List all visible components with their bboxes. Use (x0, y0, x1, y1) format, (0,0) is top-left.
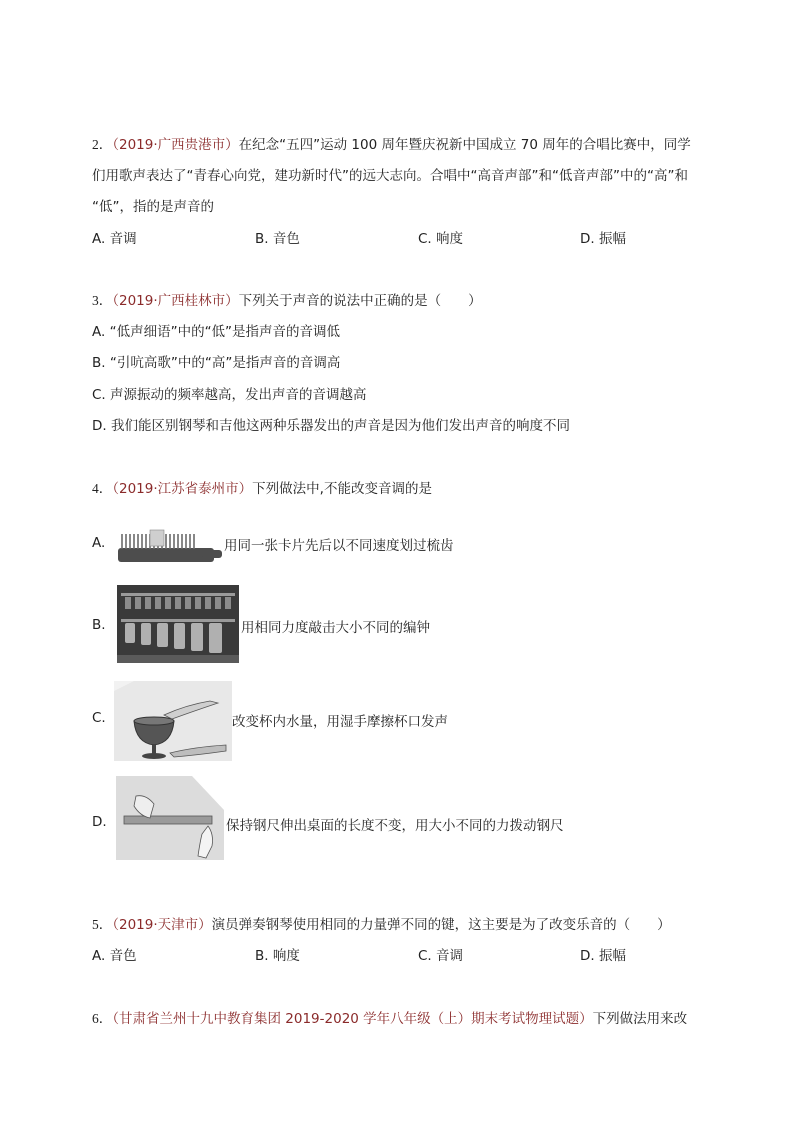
question-source: （2019·江苏省泰州市） (112, 481, 253, 497)
question-stem: 下列关于声音的说法中正确的是（ ） (238, 293, 482, 309)
question-stem: 下列做法用来改 (592, 1011, 688, 1027)
question-source: （2019·广西桂林市） (112, 293, 239, 309)
option-text: 保持钢尺伸出桌面的长度不变，用大小不同的力拨动钢尺 (226, 818, 564, 834)
question-4 (92, 477, 432, 497)
question-6 (92, 1007, 687, 1027)
question-stem-line-3: “低”，指的是声音的 (92, 199, 214, 215)
option-d[interactable]: D. 振幅 (580, 948, 626, 964)
wine-glass-image (114, 681, 232, 761)
question-source: （甘肃省兰州十九中教育集团 2019-2020 学年八年级（上）期末考试物理试题） (112, 1011, 593, 1027)
option-d[interactable] (92, 776, 712, 860)
question-number: 3． (92, 293, 113, 308)
option-b[interactable] (92, 585, 712, 665)
question-stem: 演员弹奏钢琴使用相同的力量弹不同的键，这主要是为了改变乐音的（ ） (211, 917, 671, 933)
q2-options (92, 227, 712, 251)
option-label: B. (92, 617, 106, 633)
option-text: 用同一张卡片先后以不同速度划过梳齿 (224, 538, 454, 554)
question-5 (92, 913, 671, 933)
option-text: 用相同力度敲击大小不同的编钟 (241, 620, 430, 636)
option-a[interactable]: A. “低声细语”中的“低”是指声音的音调低 (92, 324, 341, 340)
option-b[interactable]: B. 音色 (255, 231, 300, 247)
q5-options (92, 944, 712, 968)
question-number: 5． (92, 917, 113, 932)
option-d[interactable]: D. 我们能区别钢琴和吉他这两种乐器发出的声音是因为他们发出声音的响度不同 (92, 418, 570, 434)
question-source: （2019·天津市） (112, 917, 212, 933)
chime-bells-image (117, 585, 239, 663)
option-label: C. (92, 710, 106, 726)
question-number: 4． (92, 481, 113, 496)
option-c[interactable]: C. 音调 (418, 948, 464, 964)
option-label: D. (92, 814, 107, 830)
option-label: A. (92, 535, 106, 551)
question-stem: 在纪念“五四”运动 100 周年暨庆祝新中国成立 70 周年的合唱比赛中，同学 (238, 137, 691, 153)
question-2 (92, 129, 712, 223)
option-c[interactable] (92, 681, 712, 763)
question-source: （2019·广西贵港市） (112, 137, 239, 153)
question-3 (92, 289, 482, 309)
option-c[interactable]: C. 声源振动的频率越高，发出声音的音调越高 (92, 387, 367, 403)
question-number: 6． (92, 1011, 113, 1026)
option-a[interactable]: A. 音调 (92, 231, 137, 247)
ruler-image (116, 776, 224, 860)
comb-image (114, 526, 224, 568)
option-a[interactable] (92, 520, 712, 570)
option-b[interactable]: B. “引吭高歌”中的“高”是指声音的音调高 (92, 355, 341, 371)
question-stem-line-2: 们用歌声表达了“青春心向党，建功新时代”的远大志向。合唱中“高音声部”和“低音声部”中的“高”和 (92, 168, 688, 184)
option-b[interactable]: B. 响度 (255, 948, 300, 964)
option-text: 改变杯内水量，用湿手摩擦杯口发声 (232, 714, 448, 730)
option-a[interactable]: A. 音色 (92, 948, 137, 964)
question-stem: 下列做法中,不能改变音调的是 (252, 481, 432, 497)
option-d[interactable]: D. 振幅 (580, 231, 626, 247)
option-c[interactable]: C. 响度 (418, 231, 464, 247)
question-number: 2． (92, 137, 113, 152)
